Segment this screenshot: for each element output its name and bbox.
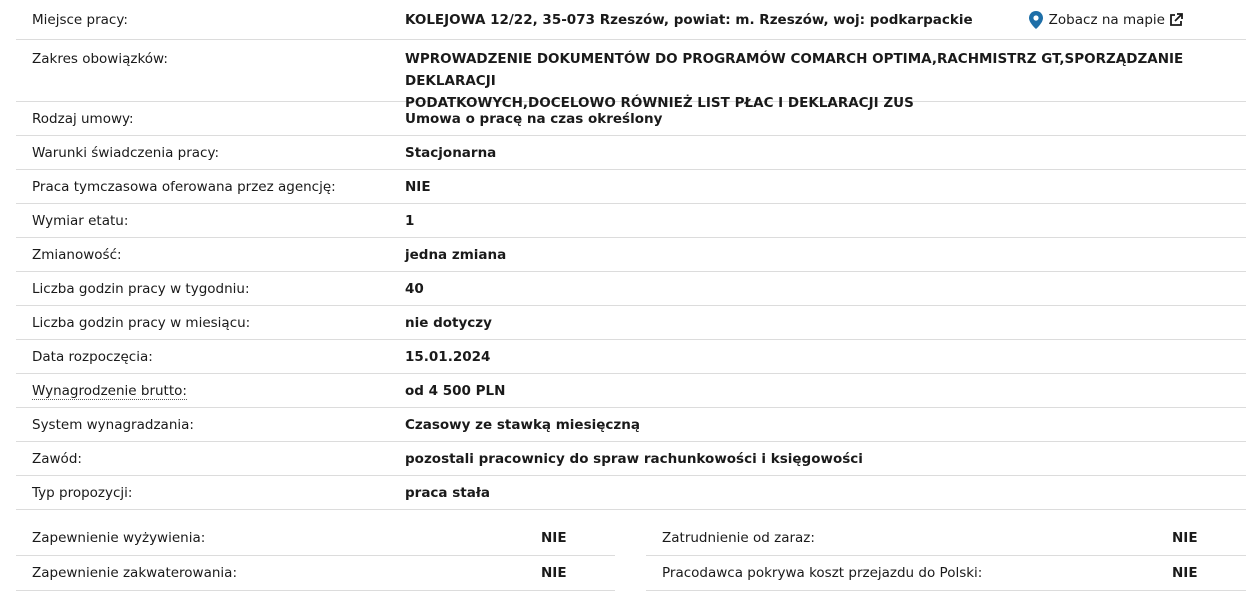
offer-type-value: praca stała	[405, 484, 490, 501]
row-fte	[16, 204, 1246, 238]
conditions-label: Warunki świadczenia pracy:	[32, 144, 220, 161]
row-contract	[16, 102, 1246, 136]
location-value: KOLEJOWA 12/22, 35-073 Rzeszów, powiat: m. Rzeszów, woj: podkarpackie	[405, 11, 973, 28]
meals-label: Zapewnienie wyżywienia:	[32, 530, 206, 546]
agency-label: Praca tymczasowa oferowana przez agencję:	[32, 178, 336, 195]
occupation-label: Zawód:	[32, 450, 82, 467]
row-agency	[16, 170, 1246, 204]
row-start-date	[16, 340, 1246, 374]
monthly-hours-value: nie dotyczy	[405, 314, 492, 331]
salary-label[interactable]: Wynagrodzenie brutto:	[32, 382, 187, 399]
housing-label: Zapewnienie zakwaterowania:	[32, 565, 237, 581]
fte-label: Wymiar etatu:	[32, 212, 129, 229]
immediate-value: NIE	[1172, 530, 1198, 546]
travel-label: Pracodawca pokrywa koszt przejazdu do Polski:	[662, 565, 983, 581]
row-meals-immediate	[16, 521, 1246, 556]
row-occupation	[16, 442, 1246, 476]
row-monthly-hours	[16, 306, 1246, 340]
contract-value: Umowa o pracę na czas określony	[405, 110, 663, 127]
conditions-value: Stacjonarna	[405, 144, 497, 161]
row-pay-system	[16, 408, 1246, 442]
pay-system-value: Czasowy ze stawką miesięczną	[405, 416, 640, 433]
offer-type-label: Typ propozycji:	[32, 484, 133, 501]
map-pin-icon	[1029, 11, 1043, 29]
location-label: Miejsce pracy:	[32, 11, 128, 28]
row-shifts	[16, 238, 1246, 272]
weekly-hours-label: Liczba godzin pracy w tygodniu:	[32, 280, 250, 297]
weekly-hours-value: 40	[405, 280, 424, 297]
row-salary	[16, 374, 1246, 408]
shifts-value: jedna zmiana	[405, 246, 507, 263]
travel-cell	[646, 556, 1246, 591]
meals-cell	[16, 521, 615, 556]
start-date-label: Data rozpoczęcia:	[32, 348, 153, 365]
row-offer-type	[16, 476, 1246, 510]
duties-label: Zakres obowiązków:	[32, 51, 168, 67]
salary-value: od 4 500 PLN	[405, 382, 506, 399]
row-weekly-hours	[16, 272, 1246, 306]
occupation-value: pozostali pracownicy do spraw rachunkowości i księgowości	[405, 450, 863, 467]
row-conditions	[16, 136, 1246, 170]
duties-value: WPROWADZENIE DOKUMENTÓW DO PROGRAMÓW COMARCH OPTIMA,RACHMISTRZ GT,SPORZĄDZANIE DEKLARACJI PODATKOWYCH,DOCELOWO RÓWNIEŻ LIST PŁAC I DEKLARACJI ZUS	[405, 51, 1184, 111]
fte-value: 1	[405, 212, 415, 229]
immediate-cell	[646, 521, 1246, 556]
row-housing-travel	[16, 556, 1246, 591]
shifts-label: Zmianowość:	[32, 246, 122, 263]
immediate-label: Zatrudnienie od zaraz:	[662, 530, 815, 546]
map-link[interactable]	[1029, 9, 1183, 31]
housing-value: NIE	[541, 565, 567, 581]
contract-label: Rodzaj umowy:	[32, 110, 134, 127]
monthly-hours-label: Liczba godzin pracy w miesiącu:	[32, 314, 251, 331]
housing-cell	[16, 556, 615, 591]
agency-value: NIE	[405, 178, 431, 195]
external-link-icon	[1169, 13, 1183, 27]
job-details-table	[16, 0, 1246, 510]
meals-value: NIE	[541, 530, 567, 546]
pay-system-label: System wynagradzania:	[32, 416, 194, 433]
travel-value: NIE	[1172, 565, 1198, 581]
start-date-value: 15.01.2024	[405, 348, 491, 365]
row-location	[16, 0, 1246, 40]
map-link-label: Zobacz na mapie	[1048, 11, 1165, 28]
row-duties	[16, 40, 1246, 111]
